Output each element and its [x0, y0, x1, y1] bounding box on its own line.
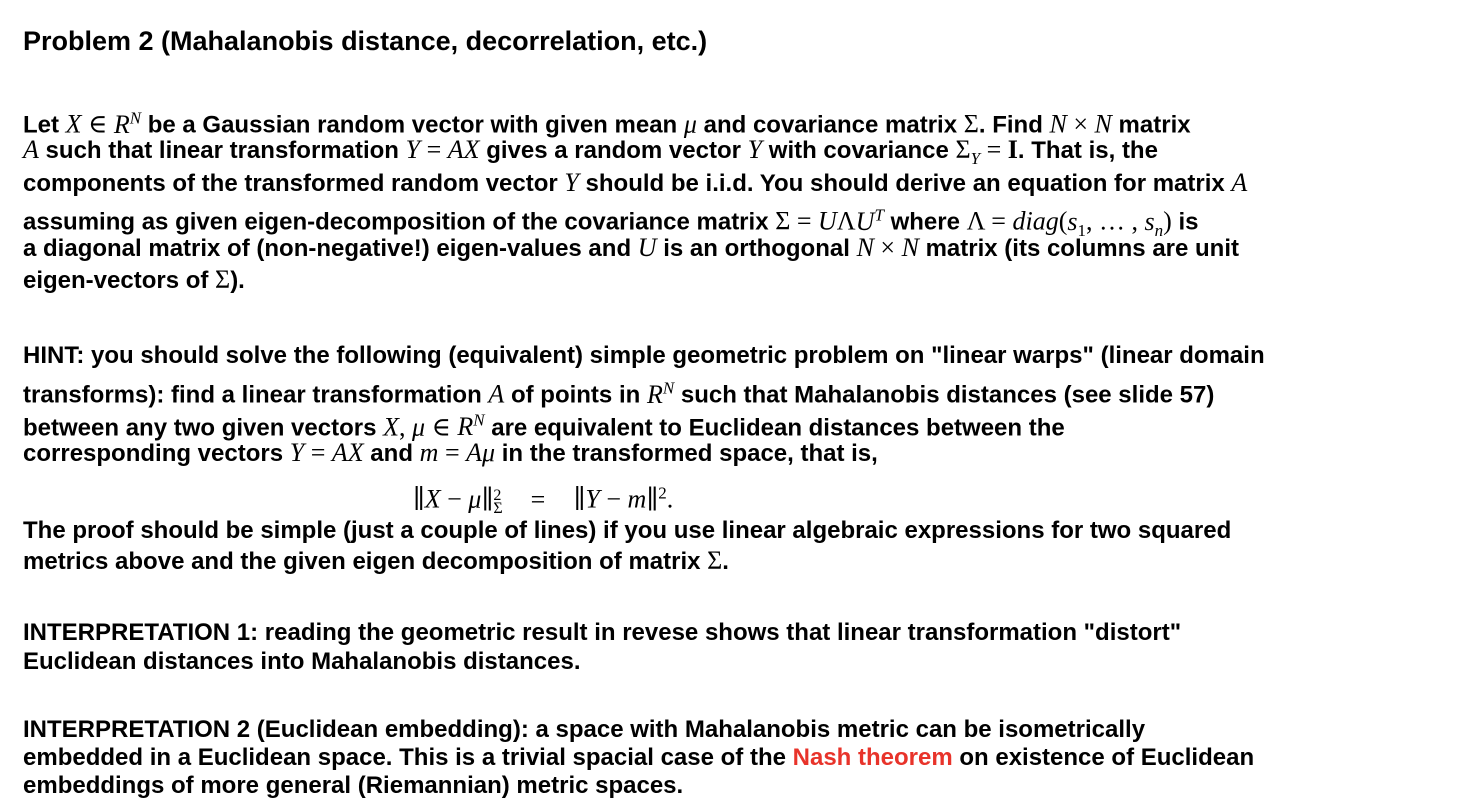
text-run: is [1171, 208, 1199, 236]
text-run: transforms): find a linear transformation [23, 382, 489, 410]
text-run: is an orthogonal [656, 234, 857, 262]
problem-line-4 [23, 199, 1463, 241]
math-norm: ∥ [481, 484, 494, 514]
math-eq: = [984, 206, 1013, 236]
math-n-sup: N [473, 410, 485, 430]
math-a: A [488, 380, 505, 410]
text-run: Let [23, 111, 66, 139]
text-run: and covariance matrix [696, 111, 964, 139]
proof-line-2 [23, 545, 1463, 577]
text-run: a diagonal matrix of (non-negative!) eigen-values and [23, 234, 638, 262]
math-n: N [856, 232, 874, 262]
math-x: X [65, 109, 82, 139]
text-run: embedded in a Euclidean space. This is a trivial spacial case of the [23, 744, 793, 771]
math-mu: μ [412, 412, 426, 442]
math-u: U [637, 232, 657, 262]
math-y: Y [585, 484, 600, 514]
text-run: matrix [1111, 111, 1191, 139]
math-lambda: Λ [836, 206, 856, 236]
math-sigma: Σ [707, 546, 723, 575]
text-run: should be i.i.d. You should derive an equation for matrix [578, 169, 1232, 197]
proof-line-1: The proof should be simple (just a couple of lines) if you use linear algebraic expressions for two squared [23, 517, 1232, 544]
text-run: with covariance [762, 137, 956, 165]
hint-line-2 [23, 372, 1463, 410]
text-run: eigen-vectors of [23, 266, 216, 294]
math-u: U [855, 206, 875, 236]
math-eq: = [790, 206, 819, 236]
math-sigma: Σ [955, 135, 971, 165]
nash-theorem-link[interactable]: Nash theorem [792, 744, 953, 771]
math-sup: 2 [493, 486, 502, 504]
interpretation-1-paragraph [23, 618, 1463, 676]
math-minus: − [599, 484, 628, 514]
text-run: be a Gaussian random vector with given mean [141, 111, 684, 139]
text-run: where [883, 208, 967, 236]
math-r: R [457, 412, 474, 442]
math-s: s [1067, 206, 1078, 236]
math-norm: ∥ [646, 484, 659, 514]
math-m: m [627, 484, 647, 514]
math-y: Y [564, 167, 579, 197]
text-run: between any two given vectors [23, 414, 384, 442]
math-ax: AX [331, 438, 364, 468]
interpretation-2-paragraph [23, 716, 1463, 800]
text-run: are equivalent to Euclidean distances between the [484, 414, 1065, 442]
text-run: metrics above and the given eigen decomposition of matrix [23, 548, 708, 575]
math-ellipsis: , … , [1086, 206, 1145, 236]
math-eq: = [980, 135, 1008, 165]
math-norm: ∥ [573, 484, 586, 514]
math-n-sup: N [662, 378, 675, 398]
math-paren: ) [1163, 206, 1172, 236]
proof-paragraph [23, 515, 1463, 577]
equation-body [413, 476, 674, 521]
interp1-line-2: Euclidean distances into Mahalanobis distances. [23, 648, 581, 675]
math-y: Y [289, 438, 305, 468]
math-sigma: Σ [775, 206, 791, 236]
math-m: m [419, 438, 439, 468]
math-x: X [383, 412, 399, 442]
math-n: N [1094, 109, 1112, 139]
math-norm-sq [646, 485, 667, 514]
problem-line-2 [23, 134, 1463, 169]
math-u: U [818, 206, 837, 236]
math-comma: , [399, 412, 412, 442]
problem-line-3 [23, 167, 1463, 199]
math-times: × [873, 232, 902, 262]
text-run: matrix (its columns are unit [918, 234, 1239, 262]
text-run: such that linear transformation [38, 137, 406, 165]
math-eq: = [420, 135, 448, 165]
math-norm: ∥ [412, 484, 425, 514]
text-run: assuming as given eigen-decomposition of the covariance matrix [23, 208, 776, 236]
text-run: in the transformed space, that is, [495, 440, 878, 468]
math-a: A [1231, 167, 1248, 197]
text-run: of points in [504, 382, 647, 410]
math-sigma: Σ [215, 264, 231, 294]
math-n: N [1049, 109, 1067, 139]
page-title: Problem 2 (Mahalanobis distance, decorrelation, etc.) [23, 26, 708, 56]
math-t-sup: T [874, 205, 884, 225]
math-y: Y [747, 135, 763, 165]
text-run: gives a random vector [479, 137, 748, 165]
interp2-line-2 [23, 744, 1463, 772]
math-mu: μ [468, 484, 482, 514]
math-n-sup: N [129, 108, 142, 127]
text-run: ). [230, 266, 245, 294]
math-s: s [1144, 206, 1155, 236]
problem-line-6 [23, 264, 1463, 296]
hint-line-1: HINT: you should solve the following (equivalent) simple geometric problem on "linear warps" (linear domain [23, 342, 1265, 369]
math-a: A [466, 438, 482, 468]
math-x: X [424, 484, 441, 514]
text-run: such that Mahalanobis distances (see slide 57) [674, 382, 1215, 410]
hint-paragraph [23, 340, 1463, 470]
hint-line-4 [23, 437, 1463, 469]
math-sub: 1 [1077, 221, 1086, 241]
math-sub: Σ [493, 499, 503, 517]
math-norm-sigma [481, 484, 503, 517]
math-in: ∈ [81, 109, 114, 139]
math-sigma: Σ [963, 109, 979, 139]
math-eq: = [304, 438, 332, 468]
math-period: . [666, 484, 674, 514]
problem-line-5 [23, 232, 1463, 264]
math-sup: 2 [658, 483, 667, 502]
math-times: × [1066, 109, 1095, 139]
text-run: corresponding vectors [23, 440, 290, 468]
math-r: R [113, 109, 130, 139]
text-run: . [722, 548, 729, 575]
text-run: components of the transformed random vector [23, 169, 565, 197]
math-mu: μ [482, 438, 496, 468]
math-y-sub: Y [970, 149, 981, 169]
math-y: Y [405, 135, 421, 165]
math-a: A [23, 135, 39, 165]
problem-paragraph [23, 102, 1463, 296]
interp1-line-1: INTERPRETATION 1: reading the geometric result in revese shows that linear transformation "distort" [23, 619, 1182, 646]
equation-display [23, 476, 1463, 517]
math-eq: = [438, 438, 467, 468]
text-run: on existence of Euclidean [952, 744, 1255, 771]
interp2-line-1: INTERPRETATION 2 (Euclidean embedding): a space with Mahalanobis metric can be isometrically [23, 716, 1146, 743]
math-eq: = [530, 484, 546, 514]
math-r: R [646, 380, 663, 410]
math-diag: diag [1012, 206, 1059, 236]
math-in: ∈ [425, 412, 458, 442]
math-paren: ( [1058, 206, 1068, 236]
text-run: and [363, 440, 420, 468]
math-ax: AX [447, 135, 480, 165]
interp2-line-3: embeddings of more general (Riemannian) metric spaces. [23, 772, 684, 799]
math-mu: μ [683, 109, 697, 139]
math-supsub [493, 486, 503, 517]
math-identity: I [1007, 135, 1018, 165]
problem-line-1 [23, 102, 1463, 139]
math-lambda: Λ [966, 206, 985, 236]
math-sigma-y [955, 135, 981, 169]
text-run: . Find [978, 111, 1050, 139]
text-run: . That is, the [1017, 137, 1158, 165]
math-sub: n [1154, 221, 1164, 241]
hint-line-3 [23, 405, 1463, 442]
math-minus: − [440, 484, 469, 514]
math-n: N [901, 232, 919, 262]
